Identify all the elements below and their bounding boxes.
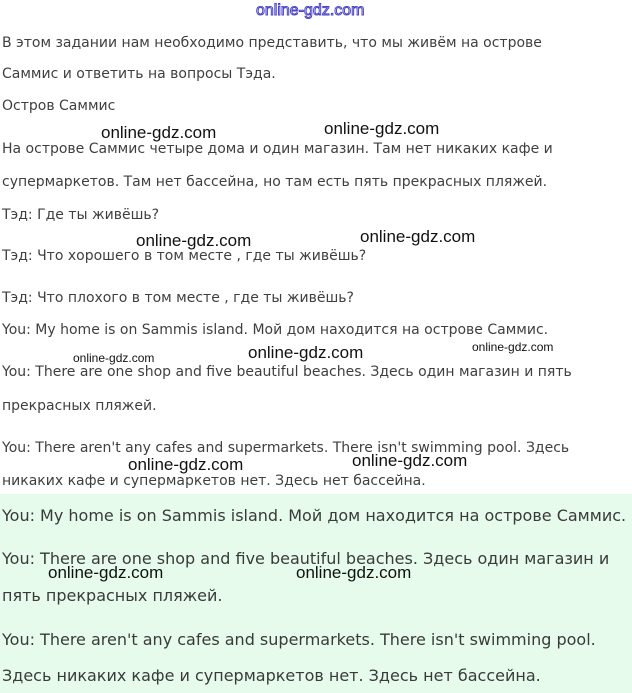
watermark: online-gdz.com	[472, 340, 554, 354]
watermark: online-gdz.com	[248, 343, 364, 362]
section-title: Остров Саммис	[2, 98, 116, 114]
watermark: online-gdz.com	[73, 351, 155, 365]
answer-line-1: You: My home is on Sammis island. Мой дом находится на острове Саммис.	[2, 506, 627, 525]
text-line-1: В этом задании нам необходимо представить, что мы живём на острове	[2, 35, 542, 51]
watermark: online-gdz.com	[360, 227, 476, 246]
text-line-4: На острове Саммис четыре дома и один магазин. Там нет никаких кафе и	[2, 141, 553, 157]
question-1: Тэд: Где ты живёшь?	[2, 207, 160, 223]
reply-2-cont: прекрасных пляжей.	[2, 398, 157, 414]
watermark-top: online-gdz.com	[256, 2, 365, 19]
reply-2: You: There are one shop and five beautiful beaches. Здесь один магазин и пять	[2, 364, 572, 380]
reply-3-cont: никаких кафе и супермаркетов нет. Здесь нет бассейна.	[2, 473, 426, 489]
answer-line-3: пять прекрасных пляжей.	[2, 586, 223, 605]
question-3: Тэд: Что плохого в том месте , где ты живёшь?	[2, 290, 354, 306]
reply-3: You: There aren't any cafes and supermarkets. There isn't swimming pool. Здесь	[2, 440, 570, 456]
answer-line-5: Здесь никаких кафе и супермаркетов нет. Здесь нет бассейна.	[2, 666, 541, 685]
watermark: online-gdz.com	[296, 563, 412, 582]
watermark: online-gdz.com	[324, 119, 440, 138]
watermark: online-gdz.com	[48, 563, 164, 582]
text-line-5: супермаркетов. Там нет бассейна, но там есть пять прекрасных пляжей.	[2, 174, 548, 190]
question-2: Тэд: Что хорошего в том месте , где ты живёшь?	[2, 248, 367, 264]
answer-line-2: You: There are one shop and five beautiful beaches. Здесь один магазин и	[2, 549, 610, 568]
watermark: online-gdz.com	[136, 231, 252, 250]
reply-1: You: My home is on Sammis island. Мой дом находится на острове Саммис.	[2, 322, 549, 338]
watermark: online-gdz.com	[352, 451, 468, 470]
answer-line-4: You: There aren't any cafes and supermarkets. There isn't swimming pool.	[2, 630, 596, 649]
watermark: online-gdz.com	[101, 123, 217, 142]
watermark: online-gdz.com	[128, 455, 244, 474]
text-line-2: Саммис и ответить на вопросы Тэда.	[2, 66, 276, 82]
